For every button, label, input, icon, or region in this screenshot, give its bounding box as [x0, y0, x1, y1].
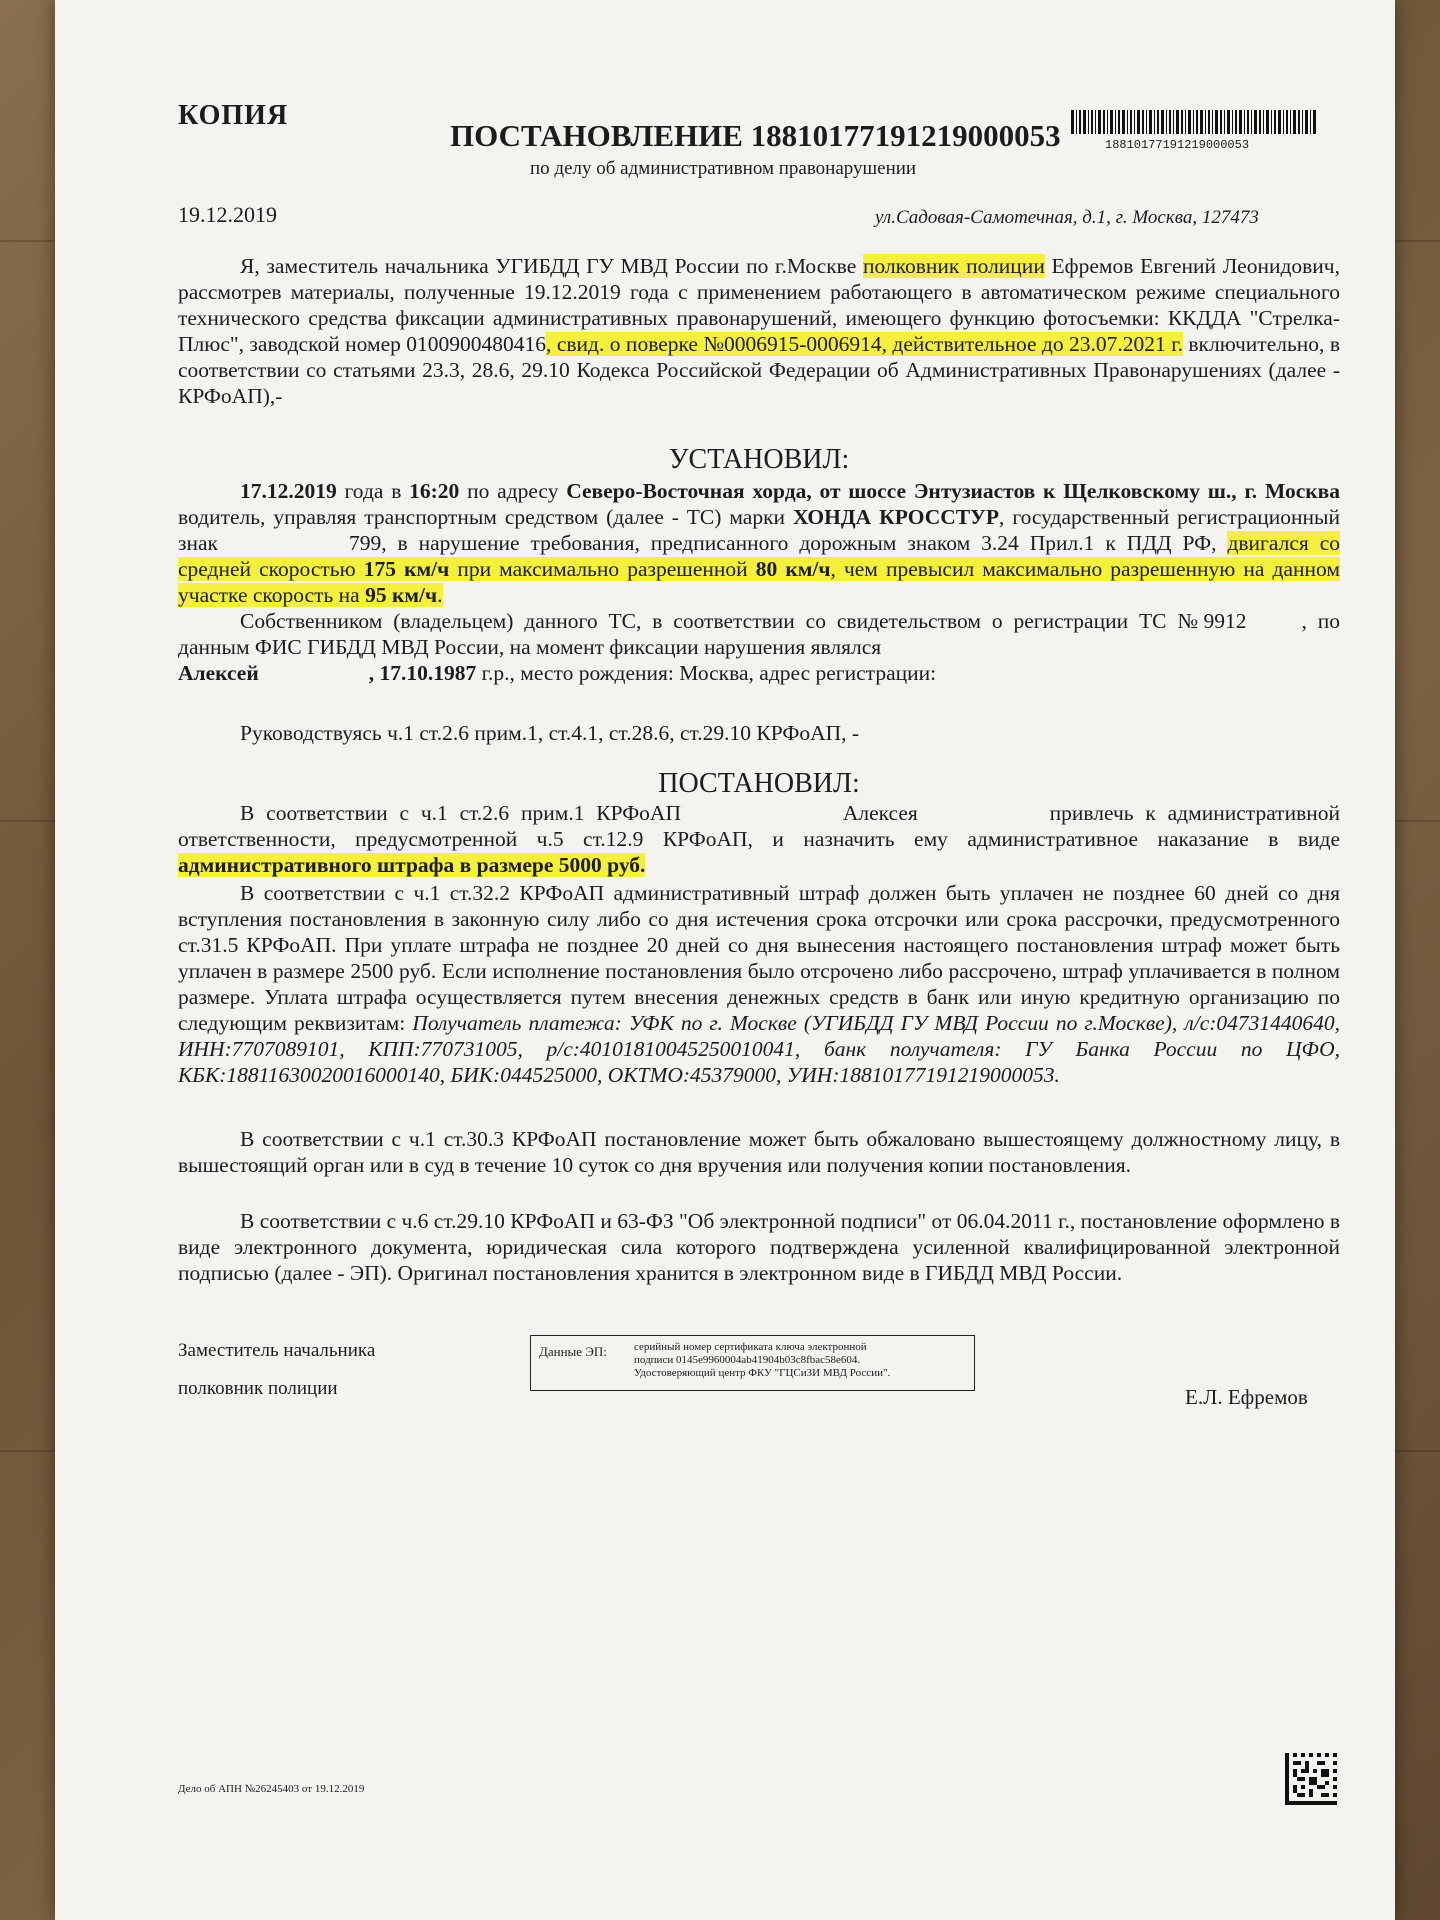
signer-rank: полковник полиции	[178, 1378, 338, 1399]
owner-paragraph: Собственником (владельцем) данного ТС, в соответствии со свидетельством о регистрации ТС №9912 , по данным ФИС ГИБДД МВД России, на момент фиксации нарушения являлся Алексей , 17.10.1987 г.р., место рождения: Москва, адрес регистрации:	[178, 609, 1340, 685]
issuer-address: ул.Садовая-Самотечная, д.1, г. Москва, 127473	[875, 207, 1259, 228]
owner-name: Алексей	[178, 661, 259, 685]
resolved-paragraph-2: В соответствии с ч.1 ст.32.2 КРФоАП административный штраф должен быть уплачен не позднее 60 дней со дня вступления постановления в законную силу либо со дня истечения срока отсрочки или срока рассрочки, предусмотренного ст.31.5 КРФоАП. При уплате штрафа не позднее 20 дней со дня вынесения настоящего постановления штраф может быть уплачен в размере 2500 руб. Если исполнение постановления было отсрочено либо рассрочено, штраф уплачивается в полном размере. Уплата штрафа осуществляется путем внесения денежных средств в банк или иную кредитную организацию по следующим реквизитам: Получатель платежа: УФК по г. Москве (УГИБДД ГУ МВД России по г.Москве), л/с:04731440640, ИНН:7707089101, КПП:770731005, р/с:40101810045250010041, банк получателя: ГУ Банка России по ЦФО, КБК:18811630020016000140, БИК:044525000, ОКТМО:45379000, УИН:18810177191219000053.	[178, 881, 1341, 1087]
signer-name: Е.Л. Ефремов	[1185, 1385, 1308, 1409]
section-heading-established: УСТАНОВИЛ:	[668, 444, 850, 475]
electronic-signature-box	[530, 1335, 975, 1391]
document-subtitle: по делу об административном правонарушении	[530, 158, 917, 179]
highlight-fine: административного штрафа в размере 5000 руб.	[178, 853, 646, 877]
highlight-verification: , свид. о поверке №0006915-0006914, действительное до 23.07.2021 г.	[546, 332, 1183, 356]
highlight-speed: двигался со средней скоростью 175 км/ч при максимально разрешенной 80 км/ч, чем превысил максимально разрешенную на данном участке скорость на 95 км/ч.	[178, 531, 1340, 607]
grounds-paragraph: Руководствуясь ч.1 ст.2.6 прим.1, ст.4.1, ст.28.6, ст.29.10 КРФоАП, -	[240, 721, 860, 745]
case-number: Дело об АПН №26245403 от 19.12.2019	[178, 1783, 365, 1795]
resolved-paragraph-3: В соответствии с ч.1 ст.30.3 КРФоАП постановление может быть обжаловано вышестоящему должностному лицу, в вышестоящий орган или в суд в течение 10 суток со дня вручения или получения копии постановления.	[178, 1127, 1340, 1177]
barcode-number: 18810177191219000053	[1105, 138, 1250, 152]
established-paragraph: 17.12.2019 года в 16:20 по адресу Северо-Восточная хорда, от шоссе Энтузиастов к Щелковскому ш., г. Москва водитель, управляя транспортным средством (далее - ТС) марки ХОНДА КРОССТУР, государственный регистрационный знак 799, в нарушение требования, предписанного дорожным знаком 3.24 Прил.1 к ПДД РФ, двигался со средней скоростью 175 км/ч при максимально разрешенной 80 км/ч, чем превысил максимально разрешенную на данном участке скорость на 95 км/ч.	[178, 479, 1341, 607]
resolved-paragraph-1: В соответствии с ч.1 ст.2.6 прим.1 КРФоАП Алексея привлечь к административной ответственности, предусмотренной ч.5 ст.12.9 КРФоАП, и назначить ему административное наказание в виде административного штрафа в размере 5000 руб.	[178, 801, 1340, 877]
copy-label: КОПИЯ	[178, 100, 289, 131]
signer-position: Заместитель начальника	[178, 1340, 376, 1361]
intro-paragraph: Я, заместитель начальника УГИБДД ГУ МВД России по г.Москве полковник полиции Ефремов Евгений Леонидович, рассмотрев материалы, полученные 19.12.2019 года с применением работающего в автоматическом режиме специального технического средства фиксации административных правонарушений, имеющего функцию фотосъемки: ККДДА "Стрелка-Плюс", заводской номер 0100900480416, свид. о поверке №0006915-0006914, действительное до 23.07.2021 г. включительно, в соответствии со статьями 23.3, 28.6, 29.10 Кодекса Российской Федерации об Административных Правонарушениях (далее - КРФоАП),-	[178, 254, 1340, 408]
document-page	[55, 0, 1395, 1920]
resolved-paragraph-4: В соответствии с ч.6 ст.29.10 КРФоАП и 63-ФЗ "Об электронной подписи" от 06.04.2011 г., постановление оформлено в виде электронного документа, юридическая сила которого подтверждена усиленной квалифицированной электронной подписью (далее - ЭП). Оригинал постановления хранится в электронном виде в ГИБДД МВД России.	[178, 1209, 1340, 1285]
document-title: ПОСТАНОВЛЕНИЕ 18810177191219000053	[450, 118, 1061, 153]
highlight-rank: полковник полиции	[862, 254, 1045, 278]
owner-dob: , 17.10.1987	[368, 661, 477, 685]
signature-box-label: Данные ЭП:	[539, 1344, 607, 1359]
vehicle-model: ХОНДА КРОССТУР	[792, 505, 1000, 529]
section-heading-resolved: ПОСТАНОВИЛ:	[658, 768, 860, 799]
signature-details: серийный номер сертификата ключа электронной подписи 0145e9960004ab41904b03c8fbac58e604. Удостоверяющий центр ФКУ "ГЦСиЗИ МВД России".	[634, 1341, 891, 1379]
document-date: 19.12.2019	[178, 202, 277, 227]
plate-region: 799	[348, 531, 382, 555]
datamatrix-code-icon	[1285, 1753, 1337, 1805]
payment-details: Получатель платежа: УФК по г. Москве (УГИБДД ГУ МВД России по г.Москве), л/с:04731440640, ИНН:7707089101, КПП:770731005, р/с:40101810045250010041, банк получателя: ГУ Банка России по ЦФО, КБК:18811630020016000140, БИК:044525000, ОКТМО:45379000, УИН:18810177191219000053.	[178, 1011, 1341, 1087]
